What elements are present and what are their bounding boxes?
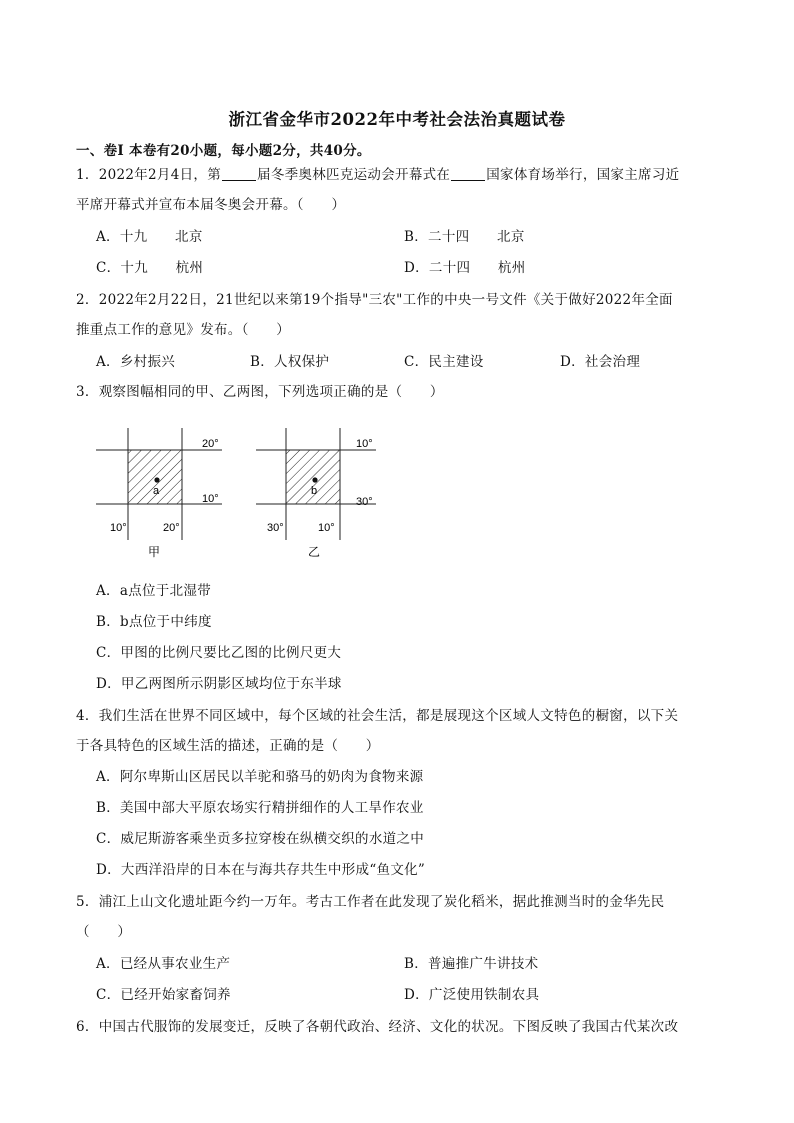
question-1-stem-part-b: 届冬季奥林匹克运动会开幕式在 <box>257 167 451 183</box>
grid-maps-svg <box>90 422 390 572</box>
q5-option-d[interactable]: D．广泛使用铁制农具 <box>404 987 540 1003</box>
q4-option-b[interactable]: B．美国中部大平原农场实行精拼细作的人工旱作农业 <box>96 800 424 816</box>
q3-option-c[interactable]: C．甲图的比例尺要比乙图的比例尺更大 <box>96 645 342 661</box>
map-jia <box>96 428 222 559</box>
map-jia-bottom-lat: 10° <box>202 493 219 505</box>
latitude-longitude-figure <box>90 422 390 572</box>
q2-option-c[interactable]: C．民主建设 <box>404 354 484 370</box>
map-yi-left-lon: 30° <box>267 522 284 534</box>
answer-blank <box>222 166 256 181</box>
q4-option-d[interactable]: D．大西洋沿岸的日本在与海共存共生中形成“鱼文化” <box>96 862 426 878</box>
map-yi-bottom-lat: 30° <box>356 496 373 508</box>
q1-option-c[interactable]: C．十九 杭州 <box>96 260 204 276</box>
question-5-stem-line2: （ ） <box>76 924 132 940</box>
question-4-stem-line2: 于各具特色的区域生活的描述，正确的是（ ） <box>76 738 380 754</box>
q1-option-a[interactable]: A．十九 北京 <box>96 229 203 245</box>
q2-option-a[interactable]: A．乡村振兴 <box>96 354 176 370</box>
q1-option-b[interactable]: B．二十四 北京 <box>404 229 525 245</box>
question-3-stem: 3．观察图幅相同的甲、乙两图，下列选项正确的是（ ） <box>76 384 444 400</box>
question-1-stem <box>76 165 679 185</box>
question-1-stem-part-c: 国家体育场举行，国家主席习近 <box>486 167 680 183</box>
q1-option-d[interactable]: D．二十四 杭州 <box>404 260 526 276</box>
q2-option-d[interactable]: D．社会治理 <box>560 354 641 370</box>
map-yi-right-lon: 10° <box>318 522 335 534</box>
question-2-stem-line1: 2．2022年2月22日，21世纪以来第19个指导"三农"工作的中央一号文件《关于做好2022年全面 <box>76 292 673 308</box>
q3-option-d[interactable]: D．甲乙两图所示阴影区域均位于东半球 <box>96 676 342 692</box>
map-yi-top-lat: 10° <box>356 438 373 450</box>
question-5-stem-line1: 5．浦江上山文化遗址距今约一万年。考古工作者在此发现了炭化稻米，据此推测当时的金华先民 <box>76 894 665 910</box>
question-1-stem-line2: 平席开幕式并宣布本届冬奥会开幕。（ ） <box>76 197 346 213</box>
q4-option-a[interactable]: A．阿尔卑斯山区居民以羊驼和骆马的奶肉为食物来源 <box>96 769 424 785</box>
map-yi <box>256 428 376 559</box>
q3-option-a[interactable]: A．a点位于北湿带 <box>96 583 211 599</box>
answer-blank <box>451 166 485 181</box>
question-4-stem-line1: 4．我们生活在世界不同区域中，每个区域的社会生活，都是展现这个区域人文特色的橱窗，以下关 <box>76 708 679 724</box>
q2-option-b[interactable]: B．人权保护 <box>250 354 330 370</box>
map-yi-point <box>312 477 317 482</box>
q5-option-c[interactable]: C．已经开始家畜饲养 <box>96 987 231 1003</box>
q4-option-c[interactable]: C．威尼斯游客乘坐贡多拉穿梭在纵横交织的水道之中 <box>96 831 425 847</box>
q3-option-b[interactable]: B．b点位于中纬度 <box>96 614 212 630</box>
map-jia-left-lon: 10° <box>110 522 127 534</box>
question-2-stem-line2: 推重点工作的意见》发布。（ ） <box>76 322 291 338</box>
section-heading: 一、卷Ⅰ 本卷有20小题，每小题2分，共40分。 <box>76 143 371 159</box>
map-yi-point-label: b <box>311 485 318 497</box>
q5-option-b[interactable]: B．普遍推广牛讲技术 <box>404 956 539 972</box>
map-jia-caption: 甲 <box>148 545 161 559</box>
map-jia-top-lat: 20° <box>202 438 219 450</box>
map-jia-right-lon: 20° <box>163 522 180 534</box>
map-jia-point <box>154 477 159 482</box>
question-6-stem-line1: 6．中国古代服饰的发展变迁，反映了各朝代政治、经济、文化的状况。下图反映了我国古代某次改 <box>76 1019 679 1035</box>
map-yi-caption: 乙 <box>308 545 321 559</box>
question-1-stem-part-a: 1．2022年2月4日，第 <box>76 167 222 183</box>
map-jia-point-label: a <box>153 485 160 497</box>
page-title: 浙江省金华市2022年中考社会法治真题试卷 <box>228 110 566 129</box>
q5-option-a[interactable]: A．已经从事农业生产 <box>96 956 231 972</box>
